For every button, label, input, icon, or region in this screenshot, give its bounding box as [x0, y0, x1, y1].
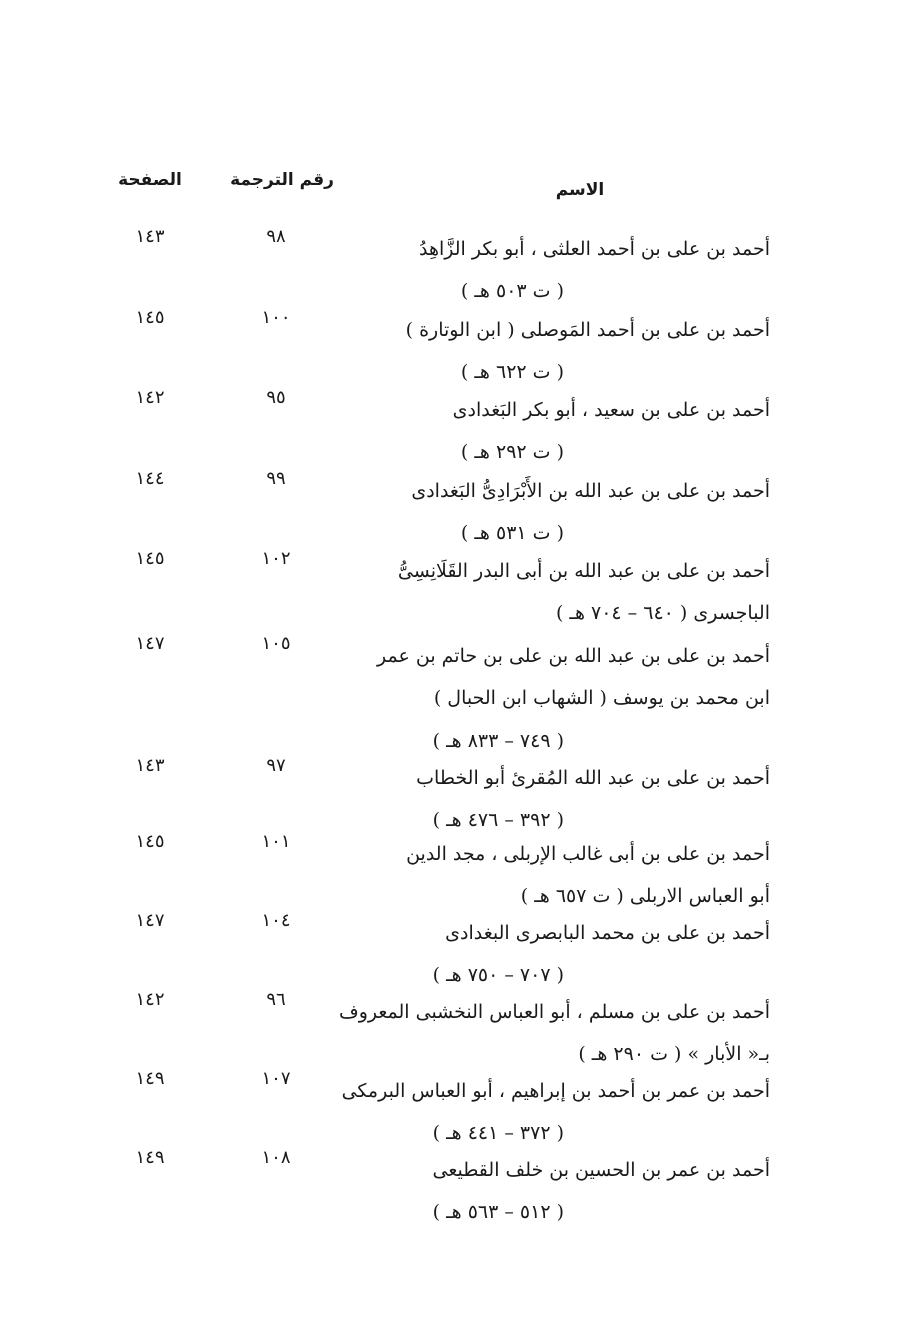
translation-number: ١٠٧: [261, 1068, 291, 1089]
entry-name-continuation: ( ت ٥٠٣ هـ ): [460, 280, 564, 302]
entry-name-continuation: بـ« الأبار » ( ت ٢٩٠ هـ ): [578, 1043, 770, 1065]
entry-name-continuation: ( ت ٥٣١ هـ ): [460, 522, 564, 544]
page-number: ١٤٣: [135, 755, 165, 776]
entry-name-continuation: الباجسرى ( ٦٤٠ – ٧٠٤ هـ ): [555, 602, 770, 624]
entry-name: أحمد بن على بن سعيد ، أبو بكر البَغدادى: [452, 399, 770, 421]
entry-name: أحمد بن عمر بن أحمد بن إبراهيم ، أبو العباس البرمكى: [341, 1080, 770, 1102]
translation-number: ٩٥: [266, 387, 286, 408]
entry-name-continuation: ( ٥١٢ – ٥٦٣ هـ ): [432, 1201, 564, 1223]
translation-number: ٩٧: [266, 755, 286, 776]
page-number: ١٤٧: [135, 910, 165, 931]
entry-name: أحمد بن على بن أحمد المَوصلى ( ابن الوتارة ): [405, 319, 770, 341]
page-number: ١٤٥: [135, 831, 165, 852]
entry-name-continuation: ( ٣٩٢ – ٤٧٦ هـ ): [432, 809, 564, 831]
translation-number: ١٠٢: [261, 548, 291, 569]
translation-number: ٩٦: [266, 989, 286, 1010]
page-number: ١٤٧: [135, 633, 165, 654]
entry-name: أحمد بن على بن عبد الله بن على بن حاتم بن عمر: [377, 645, 770, 667]
page-number: ١٤٩: [135, 1068, 165, 1089]
header-page: الصفحة: [118, 170, 182, 190]
entry-name-continuation: ( ٧٠٧ – ٧٥٠ هـ ): [432, 964, 564, 986]
entry-name: أحمد بن على بن عبد الله بن الأَبْرَادِىُّ البَغدادى: [411, 480, 770, 502]
page-number: ١٤٩: [135, 1147, 165, 1168]
entry-name-continuation: ( ٧٤٩ – ٨٣٣ هـ ): [432, 730, 564, 752]
translation-number: ١٠٠: [261, 307, 291, 328]
entry-name: أحمد بن على بن عبد الله المُقرئ أبو الخطاب: [416, 767, 770, 789]
entry-name-continuation: ( ٣٧٢ – ٤٤١ هـ ): [432, 1122, 564, 1144]
entry-name: أحمد بن على بن مسلم ، أبو العباس النخشبى المعروف: [339, 1001, 770, 1023]
page-number: ١٤٢: [135, 989, 165, 1010]
translation-number: ١٠١: [261, 831, 291, 852]
page-number: ١٤٣: [135, 226, 165, 247]
page-number: ١٤٥: [135, 548, 165, 569]
translation-number: ٩٨: [266, 226, 286, 247]
entry-name: أحمد بن عمر بن الحسين بن خلف القطيعى: [432, 1159, 770, 1181]
entry-name: أحمد بن على بن أبى غالب الإربلى ، مجد الدين: [406, 843, 770, 865]
entry-name: أحمد بن على بن أحمد العلثى ، أبو بكر الزَّاهِدُ: [419, 238, 770, 260]
entry-name-continuation: ( ت ٢٩٢ هـ ): [460, 441, 564, 463]
entry-name-continuation: ابن محمد بن يوسف ( الشهاب ابن الحبال ): [433, 687, 770, 709]
header-translation-number: رقم الترجمة: [230, 170, 334, 190]
page-number: ١٤٤: [135, 468, 165, 489]
entry-name-continuation: ( ت ٦٢٢ هـ ): [460, 361, 564, 383]
translation-number: ١٠٤: [261, 910, 291, 931]
translation-number: ١٠٥: [261, 633, 291, 654]
page-number: ١٤٢: [135, 387, 165, 408]
header-name: الاسم: [555, 180, 605, 200]
page-number: ١٤٥: [135, 307, 165, 328]
entry-name: أحمد بن على بن عبد الله بن أبى البدر القَلَانِسِىُّ: [397, 560, 770, 582]
entry-name: أحمد بن على بن محمد البابصرى البغدادى: [445, 922, 770, 944]
translation-number: ٩٩: [266, 468, 286, 489]
translation-number: ١٠٨: [261, 1147, 291, 1168]
entry-name-continuation: أبو العباس الاربلى ( ت ٦٥٧ هـ ): [520, 885, 770, 907]
